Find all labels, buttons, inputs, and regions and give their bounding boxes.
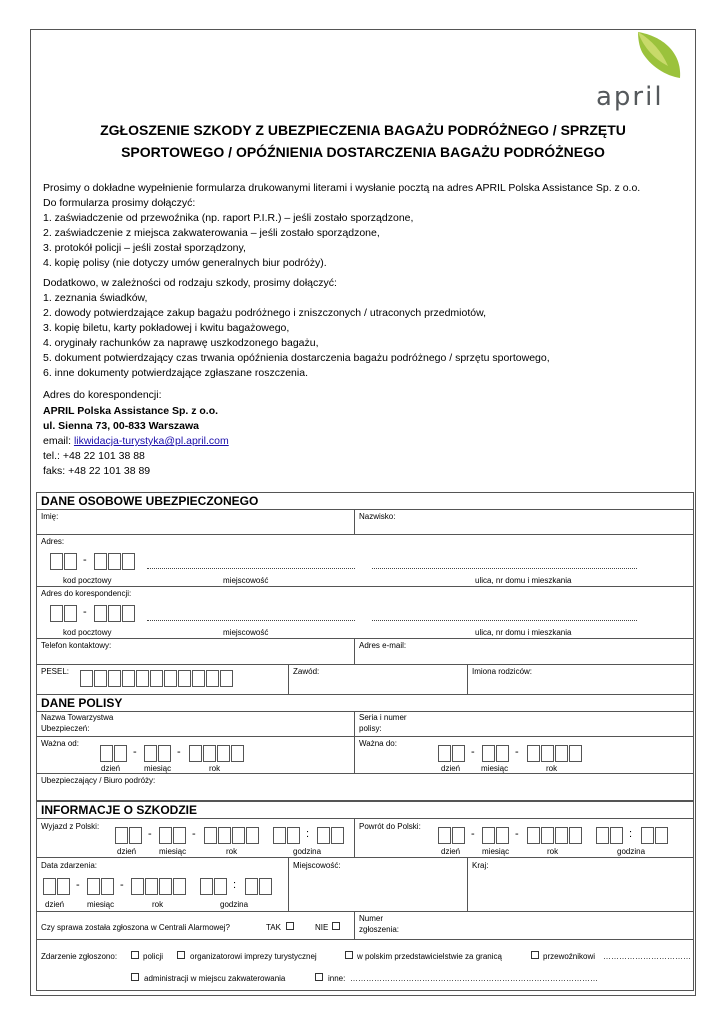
date-dash: - <box>120 879 124 891</box>
insurer-name-label-2: Ubezpieczeń: <box>41 724 90 733</box>
character-box[interactable] <box>192 670 205 687</box>
character-box[interactable] <box>94 553 107 570</box>
carrier-checkbox[interactable] <box>531 951 539 959</box>
character-box[interactable] <box>101 878 114 895</box>
list-item: 6. inne dokumenty potwierdzające zgłaszane roszczenia. <box>43 367 308 379</box>
address-company: APRIL Polska Assistance Sp. z o.o. <box>43 405 219 417</box>
character-box[interactable] <box>108 605 121 622</box>
character-box[interactable] <box>527 827 540 844</box>
character-box[interactable] <box>452 827 465 844</box>
character-box[interactable] <box>131 878 144 895</box>
date-dash: - <box>148 828 152 840</box>
dotted-fill-line[interactable] <box>372 620 637 621</box>
insurer-name-label-1: Nazwa Towarzystwa <box>41 713 114 722</box>
reported-to-group <box>36 939 694 991</box>
postal-dash: - <box>83 606 87 618</box>
character-box[interactable] <box>569 745 582 762</box>
character-box[interactable] <box>204 827 217 844</box>
character-box[interactable] <box>273 827 286 844</box>
last-name-field[interactable] <box>354 509 694 535</box>
time-colon: : <box>629 828 633 840</box>
claim-number-label-1: Numer <box>359 914 384 923</box>
date-dash: - <box>192 828 196 840</box>
character-box[interactable] <box>217 745 230 762</box>
character-box[interactable] <box>641 827 654 844</box>
character-box[interactable] <box>231 745 244 762</box>
list-item: 2. zaświadczenie z miejsca zakwaterowania – jeśli zostało sporządzone, <box>43 227 380 239</box>
reported-to-label: Zdarzenie zgłoszono: <box>41 952 118 961</box>
character-box[interactable] <box>50 553 63 570</box>
character-box[interactable] <box>245 878 258 895</box>
last-name-label: Nazwisko: <box>359 512 396 521</box>
date-dash: - <box>515 746 519 758</box>
valid-from-label: Ważna od: <box>41 739 79 748</box>
alarm-center-question <box>36 911 355 940</box>
character-box[interactable] <box>114 745 127 762</box>
character-box[interactable] <box>80 670 93 687</box>
character-box[interactable] <box>569 827 582 844</box>
email-label: email: <box>43 435 74 447</box>
additional-docs <box>43 276 550 381</box>
event-country-field[interactable] <box>467 857 694 912</box>
character-box[interactable] <box>144 745 157 762</box>
embassy-checkbox[interactable] <box>345 951 353 959</box>
policyholder-label: Ubezpieczający / Biuro podróży: <box>41 776 156 785</box>
character-box[interactable] <box>145 878 158 895</box>
hour-label: godzina <box>617 847 646 856</box>
date-dash: - <box>133 746 137 758</box>
address-street: ul. Sienna 73, 00-833 Warszawa <box>43 420 200 432</box>
character-box[interactable] <box>129 827 142 844</box>
other-label: inne: <box>328 974 346 983</box>
character-box[interactable] <box>122 553 135 570</box>
address-email-line <box>43 434 229 449</box>
postal-dash: - <box>83 554 87 566</box>
day-label: dzień <box>441 847 461 856</box>
character-box[interactable] <box>64 553 77 570</box>
pesel-label: PESEL: <box>41 667 70 676</box>
character-box[interactable] <box>287 827 300 844</box>
occupation-field[interactable] <box>288 664 468 695</box>
character-box[interactable] <box>496 827 509 844</box>
april-logo-text: april <box>596 82 664 112</box>
character-box[interactable] <box>214 878 227 895</box>
event-country-label: Kraj: <box>472 861 489 870</box>
first-name-label: Imię: <box>41 512 59 521</box>
character-box[interactable] <box>541 827 554 844</box>
yes-label: TAK <box>266 923 281 932</box>
character-box[interactable] <box>108 553 121 570</box>
email-link[interactable]: likwidacja-turystyka@pl.april.com <box>73 435 229 447</box>
other-dots[interactable]: ………………………………………………………………………………… <box>350 974 598 983</box>
day-label: dzień <box>45 900 65 909</box>
street-label: ulica, nr domu i mieszkania <box>475 576 572 585</box>
date-dash: - <box>515 828 519 840</box>
list-item: 3. kopię biletu, karty pokładowej i kwitu bagażowego, <box>43 322 290 334</box>
character-box[interactable] <box>438 745 451 762</box>
address-field[interactable] <box>36 534 694 587</box>
address-phone: tel.: +48 22 101 38 88 <box>43 450 145 462</box>
valid-to-field[interactable] <box>354 736 694 774</box>
dotted-fill-line[interactable] <box>147 568 355 569</box>
character-box[interactable] <box>158 745 171 762</box>
list-item: 4. kopię polisy (nie dotyczy umów generalnych biur podróży). <box>43 257 327 269</box>
month-label: miesiąc <box>144 764 172 773</box>
character-box[interactable] <box>555 745 568 762</box>
time-colon: : <box>233 879 237 891</box>
character-box[interactable] <box>136 670 149 687</box>
city-label: miejscowość <box>223 628 269 637</box>
pesel-field[interactable] <box>36 664 289 695</box>
month-label: miesiąc <box>481 764 509 773</box>
character-box[interactable] <box>218 827 231 844</box>
section-policy-heading: DANE POLISY <box>36 694 694 711</box>
city-label: miejscowość <box>223 576 269 585</box>
address-heading: Adres do korespondencji: <box>43 389 162 401</box>
year-label: rok <box>546 764 558 773</box>
character-box[interactable] <box>246 827 259 844</box>
police-label: policji <box>143 952 164 961</box>
policy-number-label-2: polisy: <box>359 724 382 733</box>
other-checkbox[interactable] <box>315 973 323 981</box>
policy-number-field[interactable] <box>354 711 694 737</box>
list-item: 5. dokument potwierdzający czas trwania opóźnienia dostarczenia bagażu podróżnego / sprzętu sportowego, <box>43 352 550 364</box>
email-field-label: Adres e-mail: <box>359 641 407 650</box>
character-box[interactable] <box>64 605 77 622</box>
alarm-question-label: Czy sprawa została zgłoszona w Centrali Alarmowej? <box>41 923 230 932</box>
date-dash: - <box>76 879 80 891</box>
character-box[interactable] <box>164 670 177 687</box>
form-title-line1: ZGŁOSZENIE SZKODY Z UBEZPIECZENIA BAGAŻU PODRÓŻNEGO / SPRZĘTU <box>100 122 626 138</box>
yes-checkbox[interactable] <box>286 922 294 930</box>
hour-label: godzina <box>220 900 249 909</box>
form-title-line2: SPORTOWEGO / OPÓŹNIENIA DOSTARCZENIA BAGAŻU PODRÓŻNEGO <box>121 144 605 160</box>
event-place-label: Miejscowość: <box>293 861 341 870</box>
day-label: dzień <box>441 764 461 773</box>
day-label: dzień <box>101 764 121 773</box>
date-dash: - <box>471 746 475 758</box>
valid-to-label: Ważna do: <box>359 739 397 748</box>
policyholder-field[interactable] <box>36 773 694 801</box>
year-label: rok <box>226 847 238 856</box>
character-box[interactable] <box>610 827 623 844</box>
insurer-name-field[interactable] <box>36 711 355 737</box>
address-label: Adres: <box>41 537 65 546</box>
character-box[interactable] <box>232 827 245 844</box>
policy-number-label-1: Seria i numer <box>359 713 407 722</box>
occupation-label: Zawód: <box>293 667 320 676</box>
character-box[interactable] <box>94 605 107 622</box>
organizer-checkbox[interactable] <box>177 951 185 959</box>
instructions-attach-heading: Do formularza prosimy dołączyć: <box>43 197 196 209</box>
accommodation-label: administracji w miejscu zakwaterowania <box>144 974 286 983</box>
character-box[interactable] <box>115 827 128 844</box>
character-box[interactable] <box>496 745 509 762</box>
list-item: 3. protokół policji – jeśli został sporządzony, <box>43 242 246 254</box>
parents-label: Imiona rodziców: <box>472 667 533 676</box>
first-name-field[interactable] <box>36 509 355 535</box>
character-box[interactable] <box>331 827 344 844</box>
carrier-dots: …………………………… <box>603 952 691 961</box>
list-item: 2. dowody potwierdzające zakup bagażu podróżnego i zniszczonych / utraconych przedmiotów, <box>43 307 487 319</box>
section-insured-heading: DANE OSOBOWE UBEZPIECZONEGO <box>36 492 694 509</box>
character-box[interactable] <box>482 745 495 762</box>
section-damage-heading: INFORMACJE O SZKODZIE <box>36 801 694 818</box>
character-box[interactable] <box>482 827 495 844</box>
character-box[interactable] <box>206 670 219 687</box>
correspondence-address-field[interactable] <box>36 586 694 639</box>
month-label: miesiąc <box>159 847 187 856</box>
character-box[interactable] <box>452 745 465 762</box>
character-box[interactable] <box>150 670 163 687</box>
character-box[interactable] <box>555 827 568 844</box>
postal-code-label: kod pocztowy <box>63 628 112 637</box>
police-checkbox[interactable] <box>131 951 139 959</box>
character-box[interactable] <box>541 745 554 762</box>
character-box[interactable] <box>178 670 191 687</box>
event-place-field[interactable] <box>288 857 468 912</box>
dotted-fill-line[interactable] <box>147 620 355 621</box>
year-label: rok <box>209 764 221 773</box>
dotted-fill-line[interactable] <box>372 568 637 569</box>
character-box[interactable] <box>43 878 56 895</box>
character-box[interactable] <box>173 827 186 844</box>
email-field[interactable] <box>354 638 694 665</box>
phone-field[interactable] <box>36 638 355 665</box>
month-label: miesiąc <box>482 847 510 856</box>
hour-label: godzina <box>293 847 322 856</box>
corr-address-label: Adres do korespondencji: <box>41 589 132 598</box>
postal-code-label: kod pocztowy <box>63 576 112 585</box>
character-box[interactable] <box>655 827 668 844</box>
day-label: dzień <box>117 847 137 856</box>
character-box[interactable] <box>108 670 121 687</box>
departure-field[interactable] <box>36 818 355 858</box>
character-box[interactable] <box>438 827 451 844</box>
return-field[interactable] <box>354 818 694 858</box>
character-box[interactable] <box>317 827 330 844</box>
character-box[interactable] <box>200 878 213 895</box>
month-label: miesiąc <box>87 900 115 909</box>
character-box[interactable] <box>220 670 233 687</box>
accommodation-checkbox[interactable] <box>131 973 139 981</box>
event-date-label: Data zdarzenia: <box>41 861 98 870</box>
character-box[interactable] <box>94 670 107 687</box>
time-colon: : <box>306 828 310 840</box>
embassy-label: w polskim przedstawicielstwie za granicą <box>357 952 502 961</box>
valid-from-field[interactable] <box>36 736 355 774</box>
correspondence-address <box>43 388 229 479</box>
character-box[interactable] <box>122 605 135 622</box>
instructions <box>43 181 640 271</box>
return-label: Powrót do Polski: <box>359 822 421 831</box>
street-label: ulica, nr domu i mieszkania <box>475 628 572 637</box>
character-box[interactable] <box>259 878 272 895</box>
list-item: 1. zaświadczenie od przewoźnika (np. raport P.I.R.) – jeśli zostało sporządzone, <box>43 212 414 224</box>
no-checkbox[interactable] <box>332 922 340 930</box>
parents-names-field[interactable] <box>467 664 694 695</box>
character-box[interactable] <box>596 827 609 844</box>
character-box[interactable] <box>173 878 186 895</box>
claim-number-label-2: zgłoszenia: <box>359 925 400 934</box>
no-label: NIE <box>315 923 329 932</box>
organizer-label: organizatorowi imprezy turystycznej <box>190 952 317 961</box>
phone-label: Telefon kontaktowy: <box>41 641 112 650</box>
list-item: 4. oryginały rachunków za naprawę uszkodzonego bagażu, <box>43 337 319 349</box>
carrier-label: przewoźnikowi <box>543 952 596 961</box>
event-date-field[interactable] <box>36 857 289 912</box>
character-box[interactable] <box>122 670 135 687</box>
character-box[interactable] <box>189 745 202 762</box>
address-fax: faks: +48 22 101 38 89 <box>43 465 151 477</box>
character-box[interactable] <box>159 827 172 844</box>
date-dash: - <box>471 828 475 840</box>
character-box[interactable] <box>100 745 113 762</box>
departure-label: Wyjazd z Polski: <box>41 822 100 831</box>
date-dash: - <box>177 746 181 758</box>
additional-docs-heading: Dodatkowo, w zależności od rodzaju szkody, prosimy dołączyć: <box>43 277 337 289</box>
year-label: rok <box>547 847 559 856</box>
year-label: rok <box>152 900 164 909</box>
character-box[interactable] <box>527 745 540 762</box>
claim-number-field[interactable] <box>354 911 694 940</box>
character-box[interactable] <box>50 605 63 622</box>
list-item: 1. zeznania świadków, <box>43 292 148 304</box>
instructions-text: Prosimy o dokładne wypełnienie formularza drukowanymi literami i wysłanie pocztą na adres APRIL Polska Assistance Sp. z o.o. <box>43 182 641 194</box>
character-box[interactable] <box>203 745 216 762</box>
character-box[interactable] <box>87 878 100 895</box>
character-box[interactable] <box>57 878 70 895</box>
character-box[interactable] <box>159 878 172 895</box>
